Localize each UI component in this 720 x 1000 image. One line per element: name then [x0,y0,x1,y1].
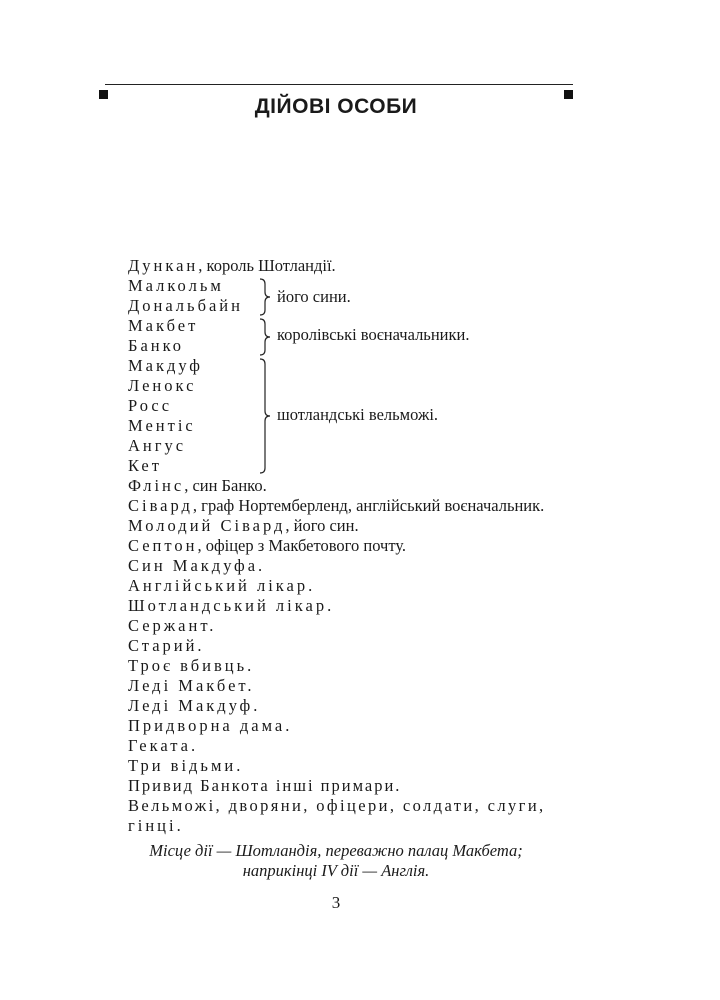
cast-entry: Макбет [128,316,199,335]
cast-entry: Три відьми. [128,756,244,775]
brace-sons [258,278,272,316]
cast-entry: гінці. [128,816,184,835]
cast-entry: Ангус [128,436,187,455]
cast-entry: Вельможі, дворяни, офіцери, солдати, слуги, [128,796,546,815]
group-label-nobles: шотландські вельможі. [277,405,439,424]
cast-entry: Придворна дама. [128,716,293,735]
cast-entry: Ленокс [128,376,197,395]
cast-entry: Банко [128,336,185,355]
setting-line-1: Місце дії — Шотландія, переважно палац Макбета; [149,841,523,860]
cast-entry: Старий. [128,636,205,655]
cast-entry: Шотландський лікар. [128,596,335,615]
cast-entry: Дункан, король Шотландії. [128,256,336,275]
top-rule [105,84,573,85]
cast-entry: Макдуф [128,356,203,375]
brace-generals [258,318,272,356]
setting-line-2: наприкінці IV дії — Англія. [242,861,430,880]
cast-entry: Англійський лікар. [128,576,316,595]
page-number: 3 [331,893,341,912]
cast-entry: Троє вбивць. [128,656,255,675]
cast-entry: Флінс, син Банко. [128,476,267,495]
cast-entry: Росс [128,396,173,415]
group-label-generals: королівські воєначальники. [277,325,470,344]
cast-entry: Дональбайн [128,296,243,315]
cast-entry: Леді Макбет. [128,676,255,695]
brace-nobles [258,358,272,474]
cast-entry: Септон, офіцер з Макбетового почту. [128,536,407,555]
cast-entry: Сівард, граф Нортемберленд, англійський воєначальник. [128,496,545,515]
page-title: ДІЙОВІ ОСОБИ [254,95,418,118]
cast-entry: Геката. [128,736,199,755]
cast-entry: Ментіс [128,416,196,435]
cast-entry: Сержант. [128,616,217,635]
cast-entry: Кет [128,456,162,475]
cast-entry: Молодий Сівард, його син. [128,516,359,535]
cast-entry: Леді Макдуф. [128,696,261,715]
cast-entry: Малкольм [128,276,224,295]
cast-entry: Привид Банкота інші примари. [128,776,402,795]
group-label-sons: його сини. [277,287,351,306]
cast-entry: Син Макдуфа. [128,556,266,575]
